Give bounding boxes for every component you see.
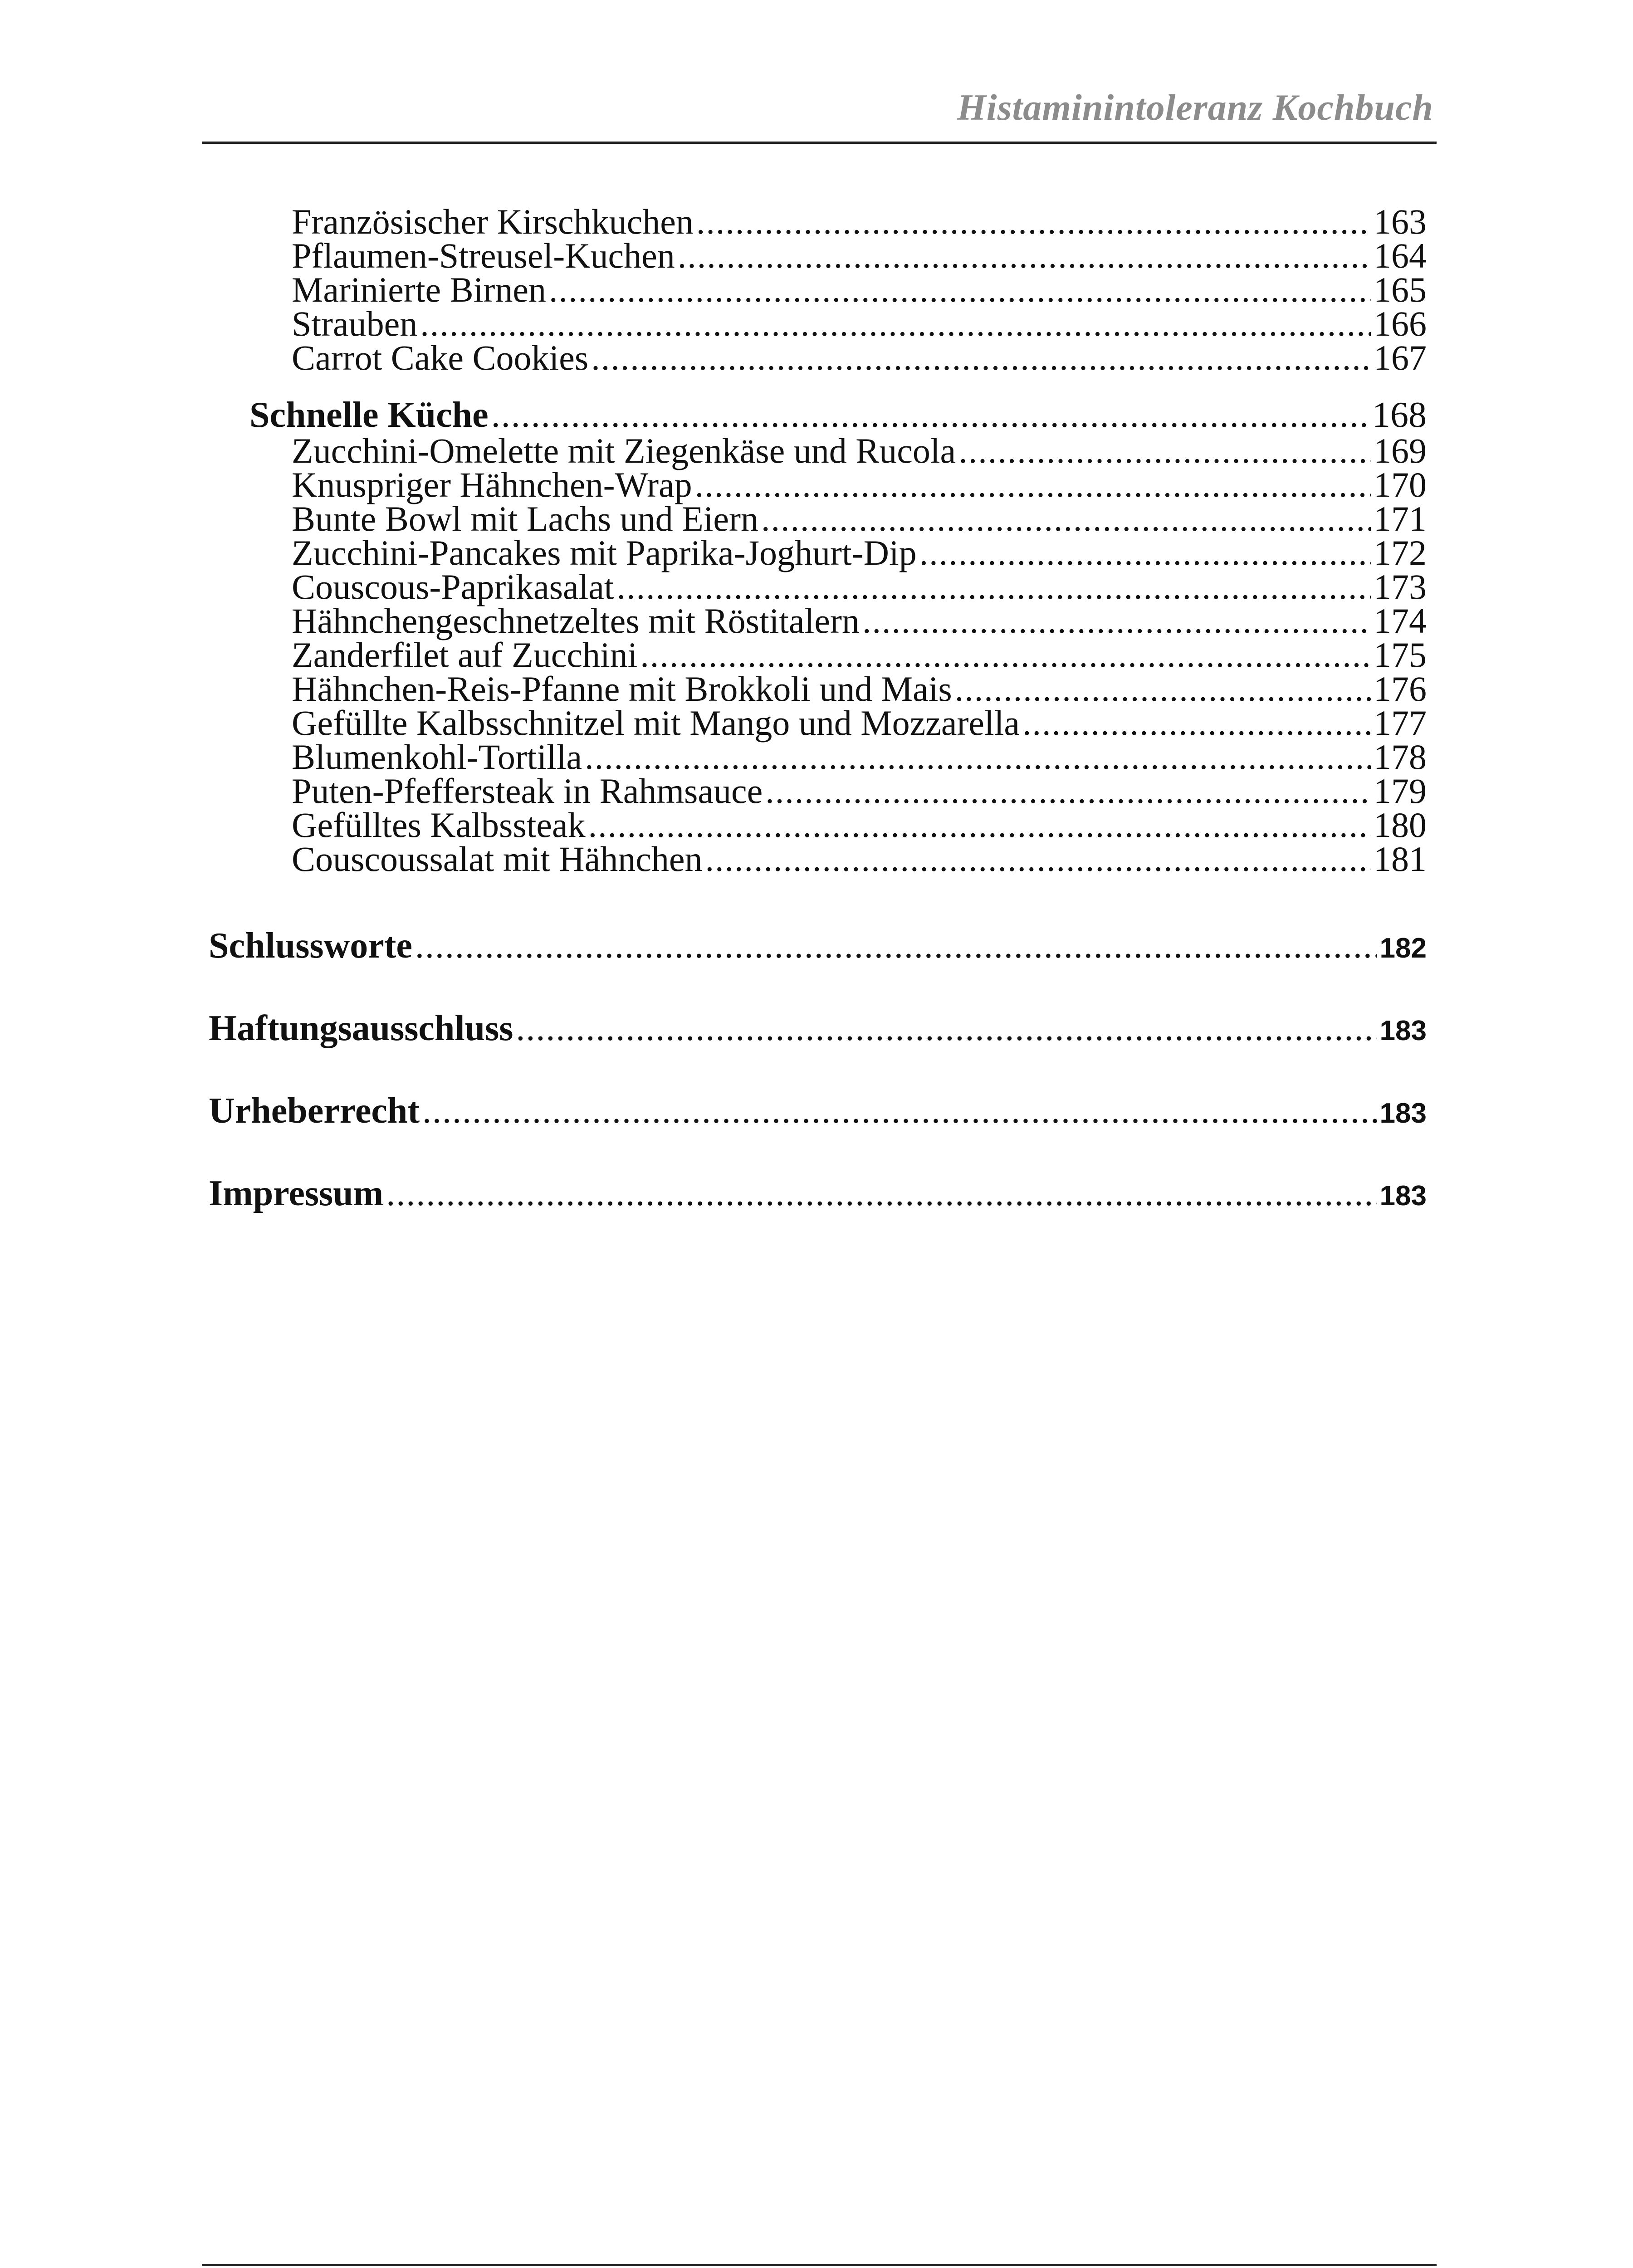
toc-chapter-entry[interactable] <box>209 1175 1427 1212</box>
toc-dot-leader <box>415 928 1377 964</box>
toc-dot-leader <box>765 773 1371 809</box>
toc-chapter-label: Schlussworte <box>209 926 412 966</box>
toc-entry-label: Zanderfilet auf Zucchini <box>292 635 638 675</box>
toc-dot-leader <box>386 1175 1377 1212</box>
toc-entry-label: Knuspriger Hähnchen-Wrap <box>292 465 692 504</box>
toc-dot-leader <box>422 1093 1377 1129</box>
toc-section-label: Schnelle Küche <box>249 395 489 435</box>
toc-entry-label: Carrot Cake Cookies <box>292 338 589 377</box>
toc-chapter-entry[interactable] <box>209 928 1427 964</box>
toc-entry[interactable] <box>292 671 1427 707</box>
toc-entry-page: 164 <box>1374 236 1427 275</box>
toc-chapter-label: Urheberrecht <box>209 1091 420 1131</box>
toc-chapter-page: 183 <box>1379 1015 1427 1046</box>
toc-entry-label: Couscoussalat mit Hähnchen <box>292 839 703 879</box>
toc-dot-leader <box>761 501 1371 537</box>
toc-entry-page: 176 <box>1374 669 1427 709</box>
toc-entry[interactable] <box>292 238 1427 274</box>
toc-entry[interactable] <box>292 841 1427 877</box>
toc-entry-label: Französischer Kirschkuchen <box>292 202 694 241</box>
toc-entry[interactable] <box>292 272 1427 308</box>
toc-entry[interactable] <box>292 637 1427 673</box>
toc-entry-page: 181 <box>1374 839 1427 879</box>
toc-entry[interactable] <box>292 535 1427 571</box>
header-rule <box>202 142 1437 144</box>
toc-entry-label: Marinierte Birnen <box>292 270 546 309</box>
toc-entry-page: 165 <box>1374 270 1427 309</box>
toc-dot-leader <box>955 671 1371 707</box>
toc-entry[interactable] <box>292 569 1427 605</box>
toc-entry-label: Strauben <box>292 304 418 343</box>
toc-chapter-page: 182 <box>1379 933 1427 964</box>
toc-entry-page: 171 <box>1374 499 1427 538</box>
toc-entry-label: Zucchini-Omelette mit Ziegenkäse und Rucola <box>292 431 956 470</box>
toc-entry-label: Couscous-Paprikasalat <box>292 567 614 606</box>
toc-chapter-page: 183 <box>1379 1098 1427 1129</box>
toc-dot-leader <box>705 841 1371 877</box>
toc-entry-page: 172 <box>1374 533 1427 572</box>
toc-section-entry[interactable] <box>249 397 1427 433</box>
footer-rule <box>202 2264 1437 2266</box>
toc-entry-label: Blumenkohl-Tortilla <box>292 737 582 777</box>
toc-entry[interactable] <box>292 204 1427 240</box>
toc-entry-label: Hähnchengeschnetzeltes mit Röstitalern <box>292 601 860 640</box>
toc-chapter-entry[interactable] <box>209 1093 1427 1129</box>
toc-entry-label: Zucchini-Pancakes mit Paprika-Joghurt-Dip <box>292 533 917 572</box>
toc-dot-leader <box>516 1010 1377 1046</box>
toc-entry[interactable] <box>292 340 1427 376</box>
toc-entry-label: Gefüllte Kalbsschnitzel mit Mango und Mozzarella <box>292 703 1020 743</box>
toc-entry-page: 178 <box>1374 737 1427 777</box>
toc-entry-label: Hähnchen-Reis-Pfanne mit Brokkoli und Mais <box>292 669 952 709</box>
toc-entry[interactable] <box>292 705 1427 741</box>
toc-entry[interactable] <box>292 501 1427 537</box>
toc-entry-label: Bunte Bowl mit Lachs und Eiern <box>292 499 759 538</box>
toc-entry-page: 175 <box>1374 635 1427 675</box>
toc-entry-page: 179 <box>1374 771 1427 811</box>
toc-dot-leader <box>420 306 1371 342</box>
toc-dot-leader <box>585 739 1371 775</box>
toc-chapter-label: Haftungsausschluss <box>209 1008 513 1048</box>
toc-chapter-label: Impressum <box>209 1173 384 1213</box>
toc-dot-leader <box>549 272 1371 308</box>
toc-entry-page: 174 <box>1374 601 1427 640</box>
toc-entry-page: 180 <box>1374 805 1427 845</box>
toc-entry-page: 169 <box>1374 431 1427 470</box>
toc-entry-page: 167 <box>1374 338 1427 377</box>
toc-dot-leader <box>678 238 1371 274</box>
toc-dot-leader <box>695 467 1371 503</box>
toc-entry[interactable] <box>292 433 1427 469</box>
toc-entry-label: Pflaumen-Streusel-Kuchen <box>292 236 675 275</box>
toc-entry[interactable] <box>292 807 1427 843</box>
toc-dot-leader <box>491 397 1369 433</box>
toc-section-page: 168 <box>1372 395 1427 435</box>
toc-dot-leader <box>958 433 1371 469</box>
toc-chapter-page: 183 <box>1379 1180 1427 1212</box>
toc-dot-leader <box>640 637 1371 673</box>
toc-entry-label: Gefülltes Kalbssteak <box>292 805 586 845</box>
toc-entry[interactable] <box>292 306 1427 342</box>
toc-dot-leader <box>588 807 1371 843</box>
toc-dot-leader <box>591 340 1371 376</box>
toc-entry[interactable] <box>292 773 1427 809</box>
toc-entry[interactable] <box>292 467 1427 503</box>
toc-entry-page: 166 <box>1374 304 1427 343</box>
toc-entry-label: Puten-Pfeffersteak in Rahmsauce <box>292 771 763 811</box>
toc-entry[interactable] <box>292 603 1427 639</box>
toc-entry-page: 177 <box>1374 703 1427 743</box>
page-header-title: Histaminintoleranz Kochbuch <box>957 87 1433 128</box>
toc-entry-page: 170 <box>1374 465 1427 504</box>
toc-dot-leader <box>919 535 1371 571</box>
toc-dot-leader <box>862 603 1371 639</box>
toc-dot-leader <box>696 204 1371 240</box>
toc-chapter-entry[interactable] <box>209 1010 1427 1046</box>
toc-entry-page: 163 <box>1374 202 1427 241</box>
toc-dot-leader <box>1022 705 1371 741</box>
toc-entry[interactable] <box>292 739 1427 775</box>
toc-dot-leader <box>617 569 1371 605</box>
toc-entry-page: 173 <box>1374 567 1427 606</box>
